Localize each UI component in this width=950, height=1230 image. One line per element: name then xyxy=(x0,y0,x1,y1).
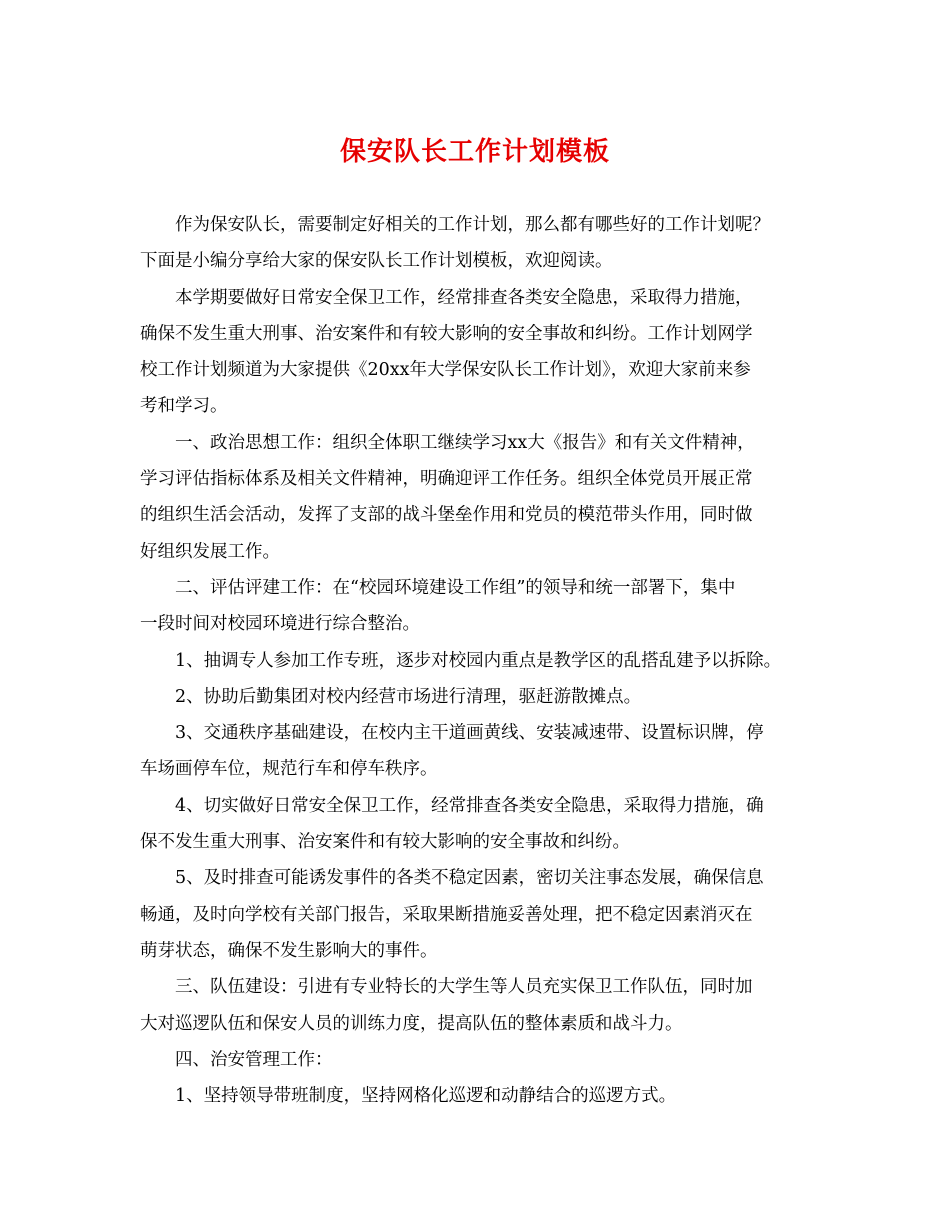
paragraph-line: 一、政治思想工作：组织全体职工继续学习xx大《报告》和有关文件精神， xyxy=(175,432,755,453)
paragraph xyxy=(140,969,820,1042)
paragraph-line: 学习评估指标体系及相关文件精神，明确迎评工作任务。组织全体党员开展正常 xyxy=(140,469,753,490)
paragraph-line: 作为保安队长，需要制定好相关的工作计划，那么都有哪些好的工作计划呢？ xyxy=(175,215,770,235)
paragraph xyxy=(140,570,820,643)
paragraph-line: 1、坚持领导带班制度，坚持网格化巡逻和动静结合的巡逻方式。 xyxy=(175,1086,677,1107)
paragraph-line: 本学期要做好日常安全保卫工作，经常排查各类安全隐患，采取得力措施， xyxy=(175,287,753,308)
paragraph-line: 萌芽状态，确保不发生影响大的事件。 xyxy=(140,940,438,961)
paragraph-line: 一段时间对校园环境进行综合整治。 xyxy=(140,614,420,635)
paragraph xyxy=(140,207,820,280)
paragraph-line: 好组织发展工作。 xyxy=(140,541,280,562)
paragraph xyxy=(140,679,820,715)
paragraph-line: 车场画停车位，规范行车和停车秩序。 xyxy=(140,759,438,780)
paragraph-line: 保不发生重大刑事、治安案件和有较大影响的安全事故和纠纷。 xyxy=(140,832,630,853)
paragraph-line: 校工作计划频道为大家提供《20xx年大学保安队长工作计划》，欢迎大家前来参 xyxy=(140,360,751,381)
paragraph-line: 二、评估评建工作：在“校园环境建设工作组”的领导和统一部署下，集中 xyxy=(175,577,736,598)
paragraph xyxy=(140,860,820,969)
paragraph-line: 畅通，及时向学校有关部门报告，采取果断措施妥善处理，把不稳定因素消灭在 xyxy=(140,904,753,925)
paragraph-line: 三、队伍建设：引进有专业特长的大学生等人员充实保卫工作队伍，同时加 xyxy=(175,977,753,998)
paragraph xyxy=(140,280,820,425)
paragraph xyxy=(140,1078,820,1114)
document-body xyxy=(140,207,820,1114)
paragraph xyxy=(140,788,820,861)
paragraph xyxy=(140,715,820,788)
paragraph-line: 1、抽调专人参加工作专班，逐步对校园内重点是教学区的乱搭乱建予以拆除。 xyxy=(175,650,782,671)
paragraph xyxy=(140,425,820,570)
document-title: 保安队长工作计划模板 xyxy=(339,137,610,167)
paragraph-line: 考和学习。 xyxy=(140,396,228,417)
paragraph-line: 的组织生活会活动，发挥了支部的战斗堡垒作用和党员的模范带头作用，同时做 xyxy=(140,505,753,526)
paragraph-line: 2、协助后勤集团对校内经营市场进行清理，驱赶游散摊点。 xyxy=(175,686,642,707)
paragraph-line: 确保不发生重大刑事、治安案件和有较大影响的安全事故和纠纷。工作计划网学 xyxy=(140,323,753,344)
paragraph-line: 5、及时排查可能诱发事件的各类不稳定因素，密切关注事态发展，确保信息 xyxy=(175,868,764,889)
paragraph-line: 下面是小编分享给大家的保安队长工作计划模板，欢迎阅读。 xyxy=(140,251,613,272)
paragraph-line: 四、治安管理工作： xyxy=(175,1049,333,1070)
paragraph-line: 4、切实做好日常安全保卫工作，经常排查各类安全隐患，采取得力措施，确 xyxy=(175,795,764,816)
paragraph xyxy=(140,643,820,679)
paragraph xyxy=(140,1042,820,1078)
paragraph-line: 3、交通秩序基础建设，在校内主干道画黄线、安装减速带、设置标识牌，停 xyxy=(175,723,764,744)
paragraph-line: 大对巡逻队伍和保安人员的训练力度，提高队伍的整体素质和战斗力。 xyxy=(140,1013,683,1034)
